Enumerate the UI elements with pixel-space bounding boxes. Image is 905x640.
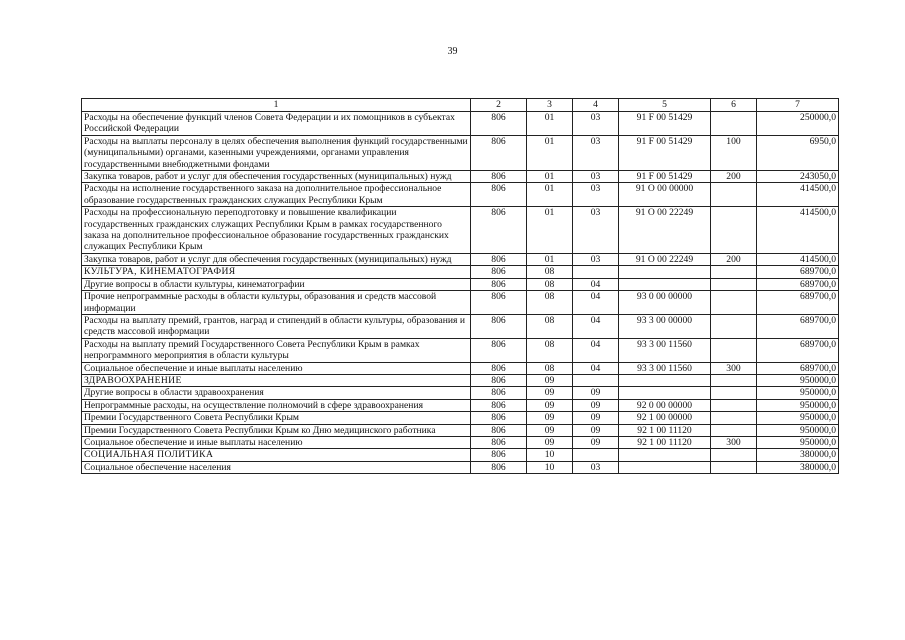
- section-code: 08: [527, 266, 573, 278]
- ministry-code: 806: [471, 362, 527, 374]
- ministry-code: 806: [471, 424, 527, 436]
- item-name: Премии Государственного Совета Республики Крым ко Дню медицинского работника: [82, 424, 471, 436]
- section-row: [82, 266, 839, 278]
- target-article-code: 91 О 00 22249: [619, 207, 711, 254]
- section-row: [82, 449, 839, 461]
- subsection-code: 03: [573, 461, 619, 473]
- table-row: [82, 436, 839, 448]
- amount: 243050,0: [757, 171, 839, 183]
- section-code: 08: [527, 291, 573, 315]
- item-name: Премии Государственного Совета Республики Крым: [82, 412, 471, 424]
- amount: 689700,0: [757, 362, 839, 374]
- section-code: 08: [527, 278, 573, 290]
- expense-type-code: 200: [711, 171, 757, 183]
- expense-type-code: [711, 291, 757, 315]
- section-code: 09: [527, 424, 573, 436]
- section-code: 08: [527, 314, 573, 338]
- amount: 414500,0: [757, 183, 839, 207]
- section-code: 10: [527, 449, 573, 461]
- subsection-code: 04: [573, 362, 619, 374]
- item-name: Закупка товаров, работ и услуг для обеспечения государственных (муниципальных) нужд: [82, 253, 471, 265]
- table-row: [82, 253, 839, 265]
- budget-table: [81, 98, 839, 474]
- section-code: 09: [527, 436, 573, 448]
- table-row: [82, 171, 839, 183]
- table-row: [82, 112, 839, 136]
- amount: 414500,0: [757, 207, 839, 254]
- target-article-code: [619, 374, 711, 386]
- subsection-code: [573, 449, 619, 461]
- subsection-code: [573, 266, 619, 278]
- item-name: ЗДРАВООХРАНЕНИЕ: [82, 374, 471, 386]
- expense-type-code: 300: [711, 362, 757, 374]
- table-row: [82, 412, 839, 424]
- expense-type-code: [711, 399, 757, 411]
- target-article-code: 91 F 00 51429: [619, 112, 711, 136]
- table-row: [82, 362, 839, 374]
- ministry-code: 806: [471, 399, 527, 411]
- section-code: 09: [527, 374, 573, 386]
- target-article-code: 93 3 00 11560: [619, 338, 711, 362]
- expense-type-code: [711, 449, 757, 461]
- item-name: Расходы на выплату премий Государственного Совета Республики Крым в рамках непрограммного мероприятия в области культуры: [82, 338, 471, 362]
- column-header: 6: [711, 99, 757, 112]
- target-article-code: 93 0 00 00000: [619, 291, 711, 315]
- ministry-code: 806: [471, 449, 527, 461]
- target-article-code: [619, 278, 711, 290]
- table-row: [82, 399, 839, 411]
- target-article-code: [619, 266, 711, 278]
- amount: 689700,0: [757, 266, 839, 278]
- item-name: Социальное обеспечение населения: [82, 461, 471, 473]
- expense-type-code: [711, 338, 757, 362]
- expense-type-code: [711, 266, 757, 278]
- target-article-code: 93 3 00 00000: [619, 314, 711, 338]
- target-article-code: 91 F 00 51429: [619, 171, 711, 183]
- target-article-code: 91 F 00 51429: [619, 135, 711, 170]
- section-code: 08: [527, 362, 573, 374]
- amount: 250000,0: [757, 112, 839, 136]
- item-name: Закупка товаров, работ и услуг для обеспечения государственных (муниципальных) нужд: [82, 171, 471, 183]
- item-name: СОЦИАЛЬНАЯ ПОЛИТИКА: [82, 449, 471, 461]
- subsection-code: 04: [573, 314, 619, 338]
- ministry-code: 806: [471, 314, 527, 338]
- ministry-code: 806: [471, 135, 527, 170]
- amount: 950000,0: [757, 399, 839, 411]
- expense-type-code: [711, 314, 757, 338]
- table-row: [82, 424, 839, 436]
- target-article-code: [619, 387, 711, 399]
- column-header: 2: [471, 99, 527, 112]
- expense-type-code: [711, 412, 757, 424]
- expense-type-code: 100: [711, 135, 757, 170]
- subsection-code: 03: [573, 253, 619, 265]
- subsection-code: 03: [573, 171, 619, 183]
- amount: 6950,0: [757, 135, 839, 170]
- subsection-code: 09: [573, 412, 619, 424]
- table-row: [82, 338, 839, 362]
- amount: 689700,0: [757, 314, 839, 338]
- column-header: 4: [573, 99, 619, 112]
- section-code: 09: [527, 399, 573, 411]
- ministry-code: 806: [471, 278, 527, 290]
- subsection-code: 03: [573, 135, 619, 170]
- target-article-code: 92 1 00 11120: [619, 436, 711, 448]
- target-article-code: 92 1 00 11120: [619, 424, 711, 436]
- expense-type-code: [711, 278, 757, 290]
- target-article-code: [619, 461, 711, 473]
- ministry-code: 806: [471, 387, 527, 399]
- section-code: 01: [527, 135, 573, 170]
- target-article-code: 92 0 00 00000: [619, 399, 711, 411]
- subsection-code: 04: [573, 338, 619, 362]
- item-name: Другие вопросы в области культуры, кинематографии: [82, 278, 471, 290]
- table-row: [82, 183, 839, 207]
- expense-type-code: [711, 387, 757, 399]
- section-code: 01: [527, 171, 573, 183]
- item-name: Другие вопросы в области здравоохранения: [82, 387, 471, 399]
- table-row: [82, 291, 839, 315]
- section-code: 09: [527, 412, 573, 424]
- column-header: 5: [619, 99, 711, 112]
- item-name: КУЛЬТУРА, КИНЕМАТОГРАФИЯ: [82, 266, 471, 278]
- section-code: 01: [527, 183, 573, 207]
- section-code: 01: [527, 112, 573, 136]
- table-row: [82, 135, 839, 170]
- subsection-code: 09: [573, 436, 619, 448]
- ministry-code: 806: [471, 253, 527, 265]
- expense-type-code: [711, 374, 757, 386]
- section-code: 09: [527, 387, 573, 399]
- subsection-code: 03: [573, 112, 619, 136]
- target-article-code: 91 О 00 00000: [619, 183, 711, 207]
- ministry-code: 806: [471, 374, 527, 386]
- table-row: [82, 387, 839, 399]
- expense-type-code: [711, 112, 757, 136]
- expense-type-code: [711, 207, 757, 254]
- target-article-code: 93 3 00 11560: [619, 362, 711, 374]
- table-body: [82, 112, 839, 474]
- target-article-code: [619, 449, 711, 461]
- page-number: 39: [447, 46, 458, 57]
- item-name: Расходы на исполнение государственного заказа на дополнительное профессиональное образование государственных гражданских служащих Республики Крым: [82, 183, 471, 207]
- amount: 380000,0: [757, 461, 839, 473]
- expense-type-code: [711, 461, 757, 473]
- amount: 689700,0: [757, 278, 839, 290]
- item-name: Расходы на профессиональную переподготовку и повышение квалификации государственных гражданских служащих Республики Крым в рамках государственного заказа на дополнительное профессиональное образование государственных гражданских служащих Республики Крым: [82, 207, 471, 254]
- ministry-code: 806: [471, 291, 527, 315]
- column-header: 1: [82, 99, 471, 112]
- section-code: 10: [527, 461, 573, 473]
- table-row: [82, 278, 839, 290]
- subsection-code: 03: [573, 183, 619, 207]
- item-name: Непрограммные расходы, на осуществление полномочий в сфере здравоохранения: [82, 399, 471, 411]
- ministry-code: 806: [471, 412, 527, 424]
- table-row: [82, 314, 839, 338]
- subsection-code: 03: [573, 207, 619, 254]
- amount: 414500,0: [757, 253, 839, 265]
- item-name: Прочие непрограммные расходы в области культуры, образования и средств массовой информации: [82, 291, 471, 315]
- subsection-code: [573, 374, 619, 386]
- expense-type-code: [711, 183, 757, 207]
- column-header: 3: [527, 99, 573, 112]
- subsection-code: 09: [573, 387, 619, 399]
- amount: 689700,0: [757, 338, 839, 362]
- amount: 950000,0: [757, 424, 839, 436]
- item-name: Расходы на обеспечение функций членов Совета Федерации и их помощников в субъектах Российской Федерации: [82, 112, 471, 136]
- table-row: [82, 207, 839, 254]
- section-code: 01: [527, 253, 573, 265]
- subsection-code: 04: [573, 291, 619, 315]
- subsection-code: 09: [573, 424, 619, 436]
- target-article-code: 92 1 00 00000: [619, 412, 711, 424]
- target-article-code: 91 О 00 22249: [619, 253, 711, 265]
- ministry-code: 806: [471, 207, 527, 254]
- ministry-code: 806: [471, 461, 527, 473]
- amount: 380000,0: [757, 449, 839, 461]
- amount: 950000,0: [757, 374, 839, 386]
- ministry-code: 806: [471, 183, 527, 207]
- ministry-code: 806: [471, 171, 527, 183]
- ministry-code: 806: [471, 338, 527, 362]
- amount: 950000,0: [757, 412, 839, 424]
- ministry-code: 806: [471, 112, 527, 136]
- ministry-code: 806: [471, 266, 527, 278]
- section-code: 08: [527, 338, 573, 362]
- amount: 950000,0: [757, 436, 839, 448]
- item-name: Расходы на выплату премий, грантов, наград и стипендий в области культуры, образования и средств массовой информации: [82, 314, 471, 338]
- ministry-code: 806: [471, 436, 527, 448]
- item-name: Социальное обеспечение и иные выплаты населению: [82, 362, 471, 374]
- item-name: Социальное обеспечение и иные выплаты населению: [82, 436, 471, 448]
- expense-type-code: [711, 424, 757, 436]
- table-row: [82, 461, 839, 473]
- amount: 689700,0: [757, 291, 839, 315]
- expense-type-code: 200: [711, 253, 757, 265]
- expense-type-code: 300: [711, 436, 757, 448]
- section-row: [82, 374, 839, 386]
- subsection-code: 04: [573, 278, 619, 290]
- section-code: 01: [527, 207, 573, 254]
- column-header: 7: [757, 99, 839, 112]
- item-name: Расходы на выплаты персоналу в целях обеспечения выполнения функций государственными (муниципальными) органами, казенными учреждениями, органами управления государственными внебюджетными фондами: [82, 135, 471, 170]
- header-row: [82, 99, 839, 112]
- subsection-code: 09: [573, 399, 619, 411]
- amount: 950000,0: [757, 387, 839, 399]
